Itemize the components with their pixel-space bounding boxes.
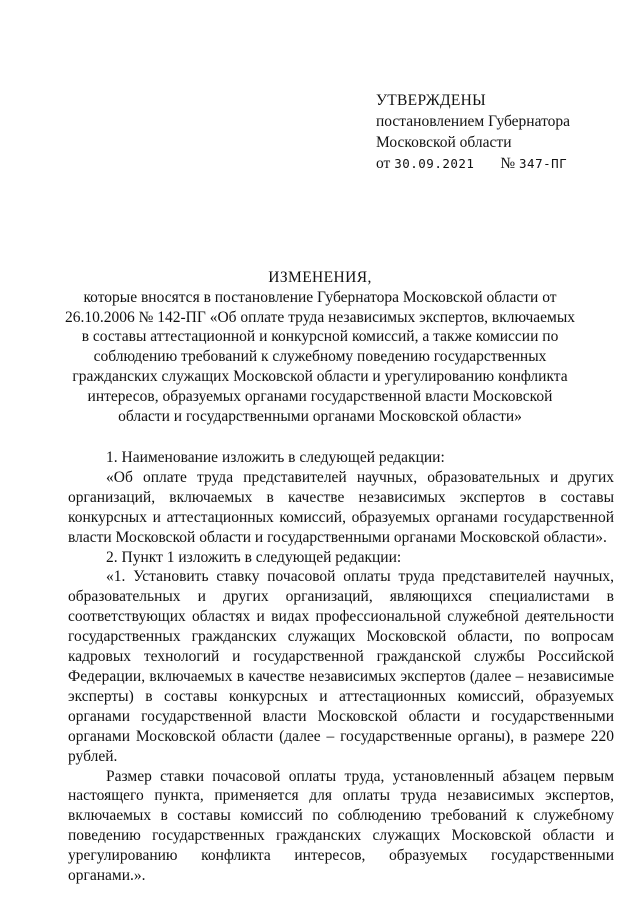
paragraph-5: Размер ставки почасовой оплаты труда, установленный абзацем первым настоящего пункта, применяется для оплаты труда независимых экспертов, включаемых в составы комиссий по соблюдению требований к служебному поведению государственных гражданских служащих Московской области и урегулированию конфликта интересов, образуемых государственными органами.».: [68, 767, 614, 885]
approval-number: 347-ПГ: [519, 156, 568, 171]
approval-title: УТВЕРЖДЕНЫ: [376, 92, 486, 109]
approval-date: 30.09.2021: [394, 156, 475, 171]
approval-line-1: постановлением Губернатора: [376, 113, 571, 130]
paragraph-3: 2. Пункт 1 изложить в следующей редакции:: [106, 548, 402, 566]
approval-line-2: Московской области: [376, 134, 512, 151]
document-body: [68, 448, 614, 886]
heading-title: ИЗМЕНЕНИЯ,: [268, 269, 372, 286]
document-heading: [60, 268, 580, 426]
heading-subtitle: которые вносятся в постановление Губернатора Московской области от 26.10.2006 № 142-ПГ «Об оплате труда независимых экспертов, включаемых в составы аттестационной и конкурсной комиссий, а также комиссии по соблюдению требований к служебному поведению государственных гражданских служащих Московской области и урегулированию конфликта интересов, образуемых органами государственной власти Московской области и государственными органами Московской области»: [64, 288, 576, 425]
paragraph-1: 1. Наименование изложить в следующей редакции:: [106, 449, 445, 466]
paragraph-4: «1. Установить ставку почасовой оплаты труда представителей научных, образовательных и других организаций, являющихся специалистами в соответствующих областях и видах профессиональной служебной деятельности государственных гражданских служащих Московской области, по вопросам кадровых технологий и государственной гражданской службы Российской Федерации, включаемых в качестве независимых экспертов (далее – независимые эксперты) в составы конкурсных и аттестационных комиссий, образуемых органами государственной власти Московской области и государственными органами Московской области (далее – государственные органы), в размере 220 рублей.: [68, 568, 614, 765]
paragraph-2: «Об оплате труда представителей научных, образовательных и других организаций, включаемых в качестве независимых экспертов в составы конкурсных и аттестационных комиссий, образуемых органами государственной власти Московской области и государственными органами Московской области».: [68, 468, 614, 546]
approval-block: [376, 90, 570, 174]
approval-date-line: [376, 153, 570, 174]
date-prefix: от: [376, 155, 391, 172]
number-prefix: №: [500, 155, 516, 172]
